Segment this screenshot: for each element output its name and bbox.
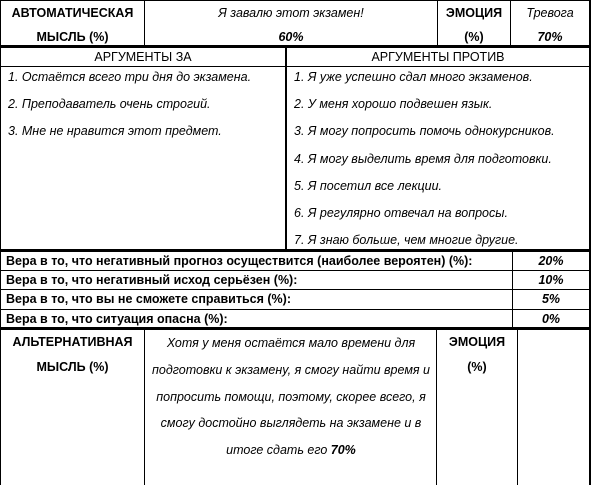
arguments-for-list <box>8 64 251 146</box>
emotion-label-percent: (%) <box>464 30 484 44</box>
divider <box>517 330 518 485</box>
list-item: 6. Я регулярно отвечал на вопросы. <box>294 206 508 221</box>
list-item: 5. Я посетил все лекции. <box>294 178 443 193</box>
list-item: 3. Мне не нравится этот предмет. <box>8 124 222 139</box>
belief-value: 5% <box>541 292 561 306</box>
list-item: 1. Остаётся всего три дня до экзамена. <box>8 70 252 84</box>
divider <box>436 330 437 485</box>
thought-text: Я завалю этот экзамен! <box>218 6 364 20</box>
belief-label: Вера в то, что вы не сможете справиться (%): <box>6 292 291 306</box>
belief-value: 10% <box>538 273 564 287</box>
list-item: 7. Я знаю больше, чем многие другие. <box>294 233 519 248</box>
alternative-label: АЛЬТЕРНАТИВНАЯ <box>12 335 133 349</box>
divider <box>144 330 145 485</box>
divider <box>0 289 591 290</box>
emotion-value: Тревога <box>526 6 574 20</box>
divider <box>0 309 591 310</box>
list-item: 1. Я уже успешно сдал много экзаменов. <box>294 70 533 84</box>
alternative-emotion-percent: (%) <box>467 360 487 374</box>
alternative-percent: 70% <box>330 443 356 458</box>
alternative-emotion-label: ЭМОЦИЯ <box>448 335 506 349</box>
arguments-against-title: АРГУМЕНТЫ ПРОТИВ <box>371 50 505 64</box>
emotion-percent: 70% <box>537 30 563 44</box>
list-item: 4. Я могу выделить время для подготовки. <box>294 151 552 166</box>
arguments-against-list <box>294 64 555 254</box>
list-item: 3. Я могу попросить помочь однокурсников. <box>294 124 555 139</box>
list-item: 2. У меня хорошо подвешен язык. <box>294 97 493 112</box>
alternative-text: Хотя у меня остаётся мало времени для подготовки к экзамену, я смогу найти время и попросить помощи, поэтому, скорее всего, я смогу достойно выглядеть на экзамене и в итоге сдать его 70% <box>152 336 430 458</box>
thought-label-percent: МЫСЛЬ (%) <box>36 30 109 44</box>
table-border-left <box>0 0 1 485</box>
divider <box>285 47 287 252</box>
thought-percent: 60% <box>278 30 304 44</box>
thought-label: АВТОМАТИЧЕСКАЯ <box>11 6 134 20</box>
divider <box>0 270 591 271</box>
belief-value: 20% <box>538 254 564 268</box>
belief-label: Вера в то, что ситуация опасна (%): <box>6 312 228 326</box>
list-item: 2. Преподаватель очень строгий. <box>8 97 211 112</box>
emotion-label: ЭМОЦИЯ <box>445 6 503 20</box>
divider <box>0 45 591 48</box>
alternative-label-percent: МЫСЛЬ (%) <box>36 360 109 374</box>
belief-label: Вера в то, что негативный прогноз осуществится (наиболее вероятен) (%): <box>6 254 473 268</box>
belief-value: 0% <box>541 312 561 326</box>
table-border-top <box>0 0 591 1</box>
belief-label: Вера в то, что негативный исход серьёзен (%): <box>6 273 298 287</box>
arguments-for-title: АРГУМЕНТЫ ЗА <box>94 50 192 64</box>
